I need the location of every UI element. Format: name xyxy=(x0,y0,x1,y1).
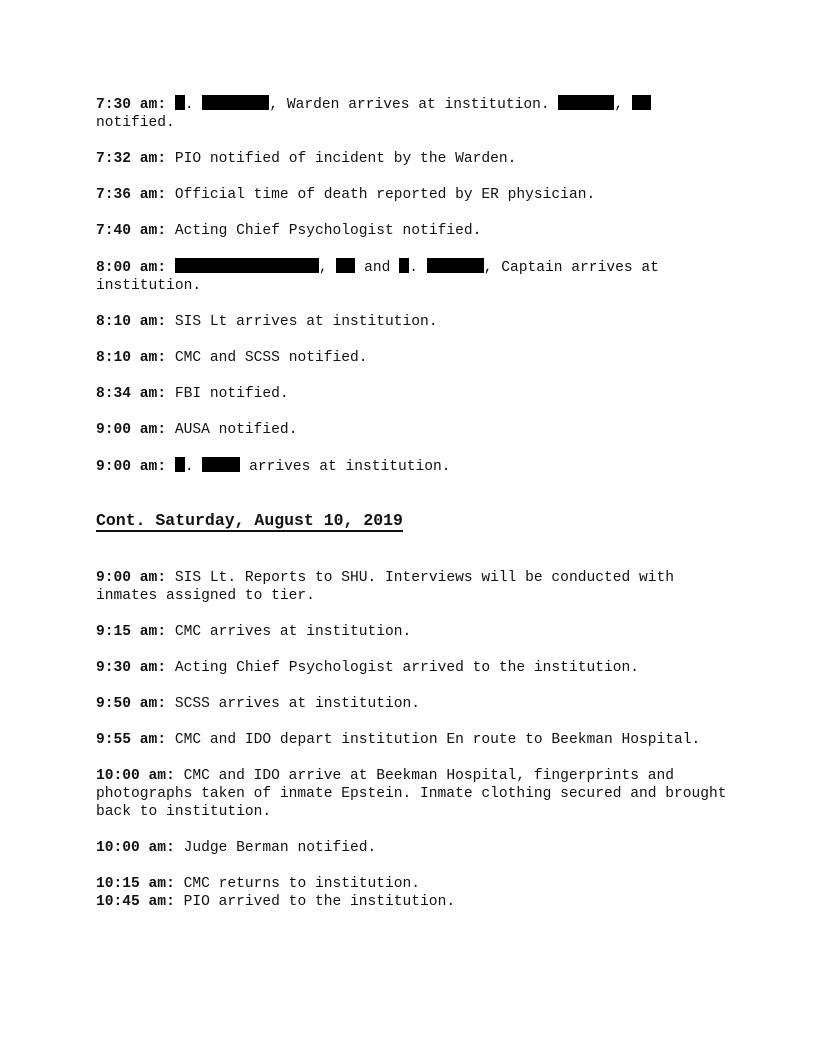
redaction xyxy=(175,457,185,472)
redaction xyxy=(175,95,185,110)
entry-text: PIO notified of incident by the Warden. xyxy=(174,151,517,167)
entry-text: CMC and IDO arrive at Beekman Hospital, fingerprints and photographs taken of inmate Epstein. Inmate clothing secured and brought back to institution. xyxy=(96,768,736,820)
timeline-entry xyxy=(96,313,736,331)
entry-text: CMC arrives at institution. xyxy=(174,624,412,640)
entry-time: 7:32 am: xyxy=(96,151,167,167)
timeline-entry xyxy=(96,385,736,403)
entry-time: 10:00 am: xyxy=(96,840,175,856)
timeline-entry: 8:00 am: , and . , Captain arrives at institution. xyxy=(96,260,668,294)
timeline-entry xyxy=(96,349,736,367)
entry-time: 9:30 am: xyxy=(96,660,167,676)
timeline-entry xyxy=(96,731,736,749)
entry-text: Acting Chief Psychologist arrived to the institution. xyxy=(174,660,640,676)
entry-text: Judge Berman notified. xyxy=(183,840,377,856)
redaction xyxy=(399,258,409,273)
entry-time: 10:00 am: xyxy=(96,768,175,784)
entry-text: PIO arrived to the institution. xyxy=(183,894,456,910)
timeline-entry xyxy=(96,222,736,240)
entry-time: 9:55 am: xyxy=(96,732,167,748)
entry-time: 7:30 am: xyxy=(96,97,167,113)
entry-time: 8:34 am: xyxy=(96,386,167,402)
entry-time: 7:36 am: xyxy=(96,187,167,203)
redaction xyxy=(202,95,269,110)
timeline-entry: 7:30 am: . , Warden arrives at institution. , notified. xyxy=(96,95,736,132)
timeline-entry xyxy=(96,695,736,713)
timeline-entry xyxy=(96,875,736,893)
entry-text: Official time of death reported by ER physician. xyxy=(174,187,596,203)
entry-text: SIS Lt. Reports to SHU. Interviews will be conducted with inmates assigned to tier. xyxy=(96,570,683,604)
timeline-entry xyxy=(96,839,736,857)
entry-text: CMC and SCSS notified. xyxy=(174,350,368,366)
entry-time: 9:00 am: xyxy=(96,422,167,438)
entry-text: CMC and IDO depart institution En route to Beekman Hospital. xyxy=(174,732,701,748)
timeline-entry xyxy=(96,893,736,911)
timeline-entry: 9:00 am: . arrives at institution. xyxy=(96,459,451,475)
redaction xyxy=(427,258,484,273)
entry-text: SCSS arrives at institution. xyxy=(174,696,421,712)
timeline-entry xyxy=(96,150,736,168)
section-heading: Cont. Saturday, August 10, 2019 xyxy=(96,511,403,530)
redaction xyxy=(336,258,355,273)
entry-time: 8:10 am: xyxy=(96,350,167,366)
entry-time: 10:45 am: xyxy=(96,894,175,910)
entry-text: arrives at institution. xyxy=(249,459,451,475)
timeline-entry xyxy=(96,569,736,605)
entry-time: 8:10 am: xyxy=(96,314,167,330)
entry-text: AUSA notified. xyxy=(174,422,298,438)
timeline-entry xyxy=(96,186,736,204)
redaction xyxy=(558,95,614,110)
entry-time: 9:50 am: xyxy=(96,696,167,712)
redaction xyxy=(632,95,651,110)
entry-text: CMC returns to institution. xyxy=(183,876,421,892)
entry-time: 9:00 am: xyxy=(96,570,167,586)
entry-time: 7:40 am: xyxy=(96,223,167,239)
entry-text: FBI notified. xyxy=(174,386,289,402)
entry-text: , Captain arrives at institution. xyxy=(96,260,668,294)
timeline-entry xyxy=(96,623,736,641)
entry-time: 8:00 am: xyxy=(96,260,167,276)
entry-text: , Warden arrives at institution. xyxy=(269,97,550,113)
entry-time: 10:15 am: xyxy=(96,876,175,892)
entry-text: SIS Lt arrives at institution. xyxy=(174,314,438,330)
timeline-entry xyxy=(96,659,736,677)
redaction xyxy=(175,258,319,273)
entry-time: 9:00 am: xyxy=(96,459,167,475)
timeline-entry xyxy=(96,767,736,821)
document-page xyxy=(96,95,736,911)
entry-text: Acting Chief Psychologist notified. xyxy=(174,223,482,239)
timeline-entry xyxy=(96,421,736,439)
entry-time: 9:15 am: xyxy=(96,624,167,640)
entry-text: notified. xyxy=(96,115,175,131)
redaction xyxy=(202,457,240,472)
